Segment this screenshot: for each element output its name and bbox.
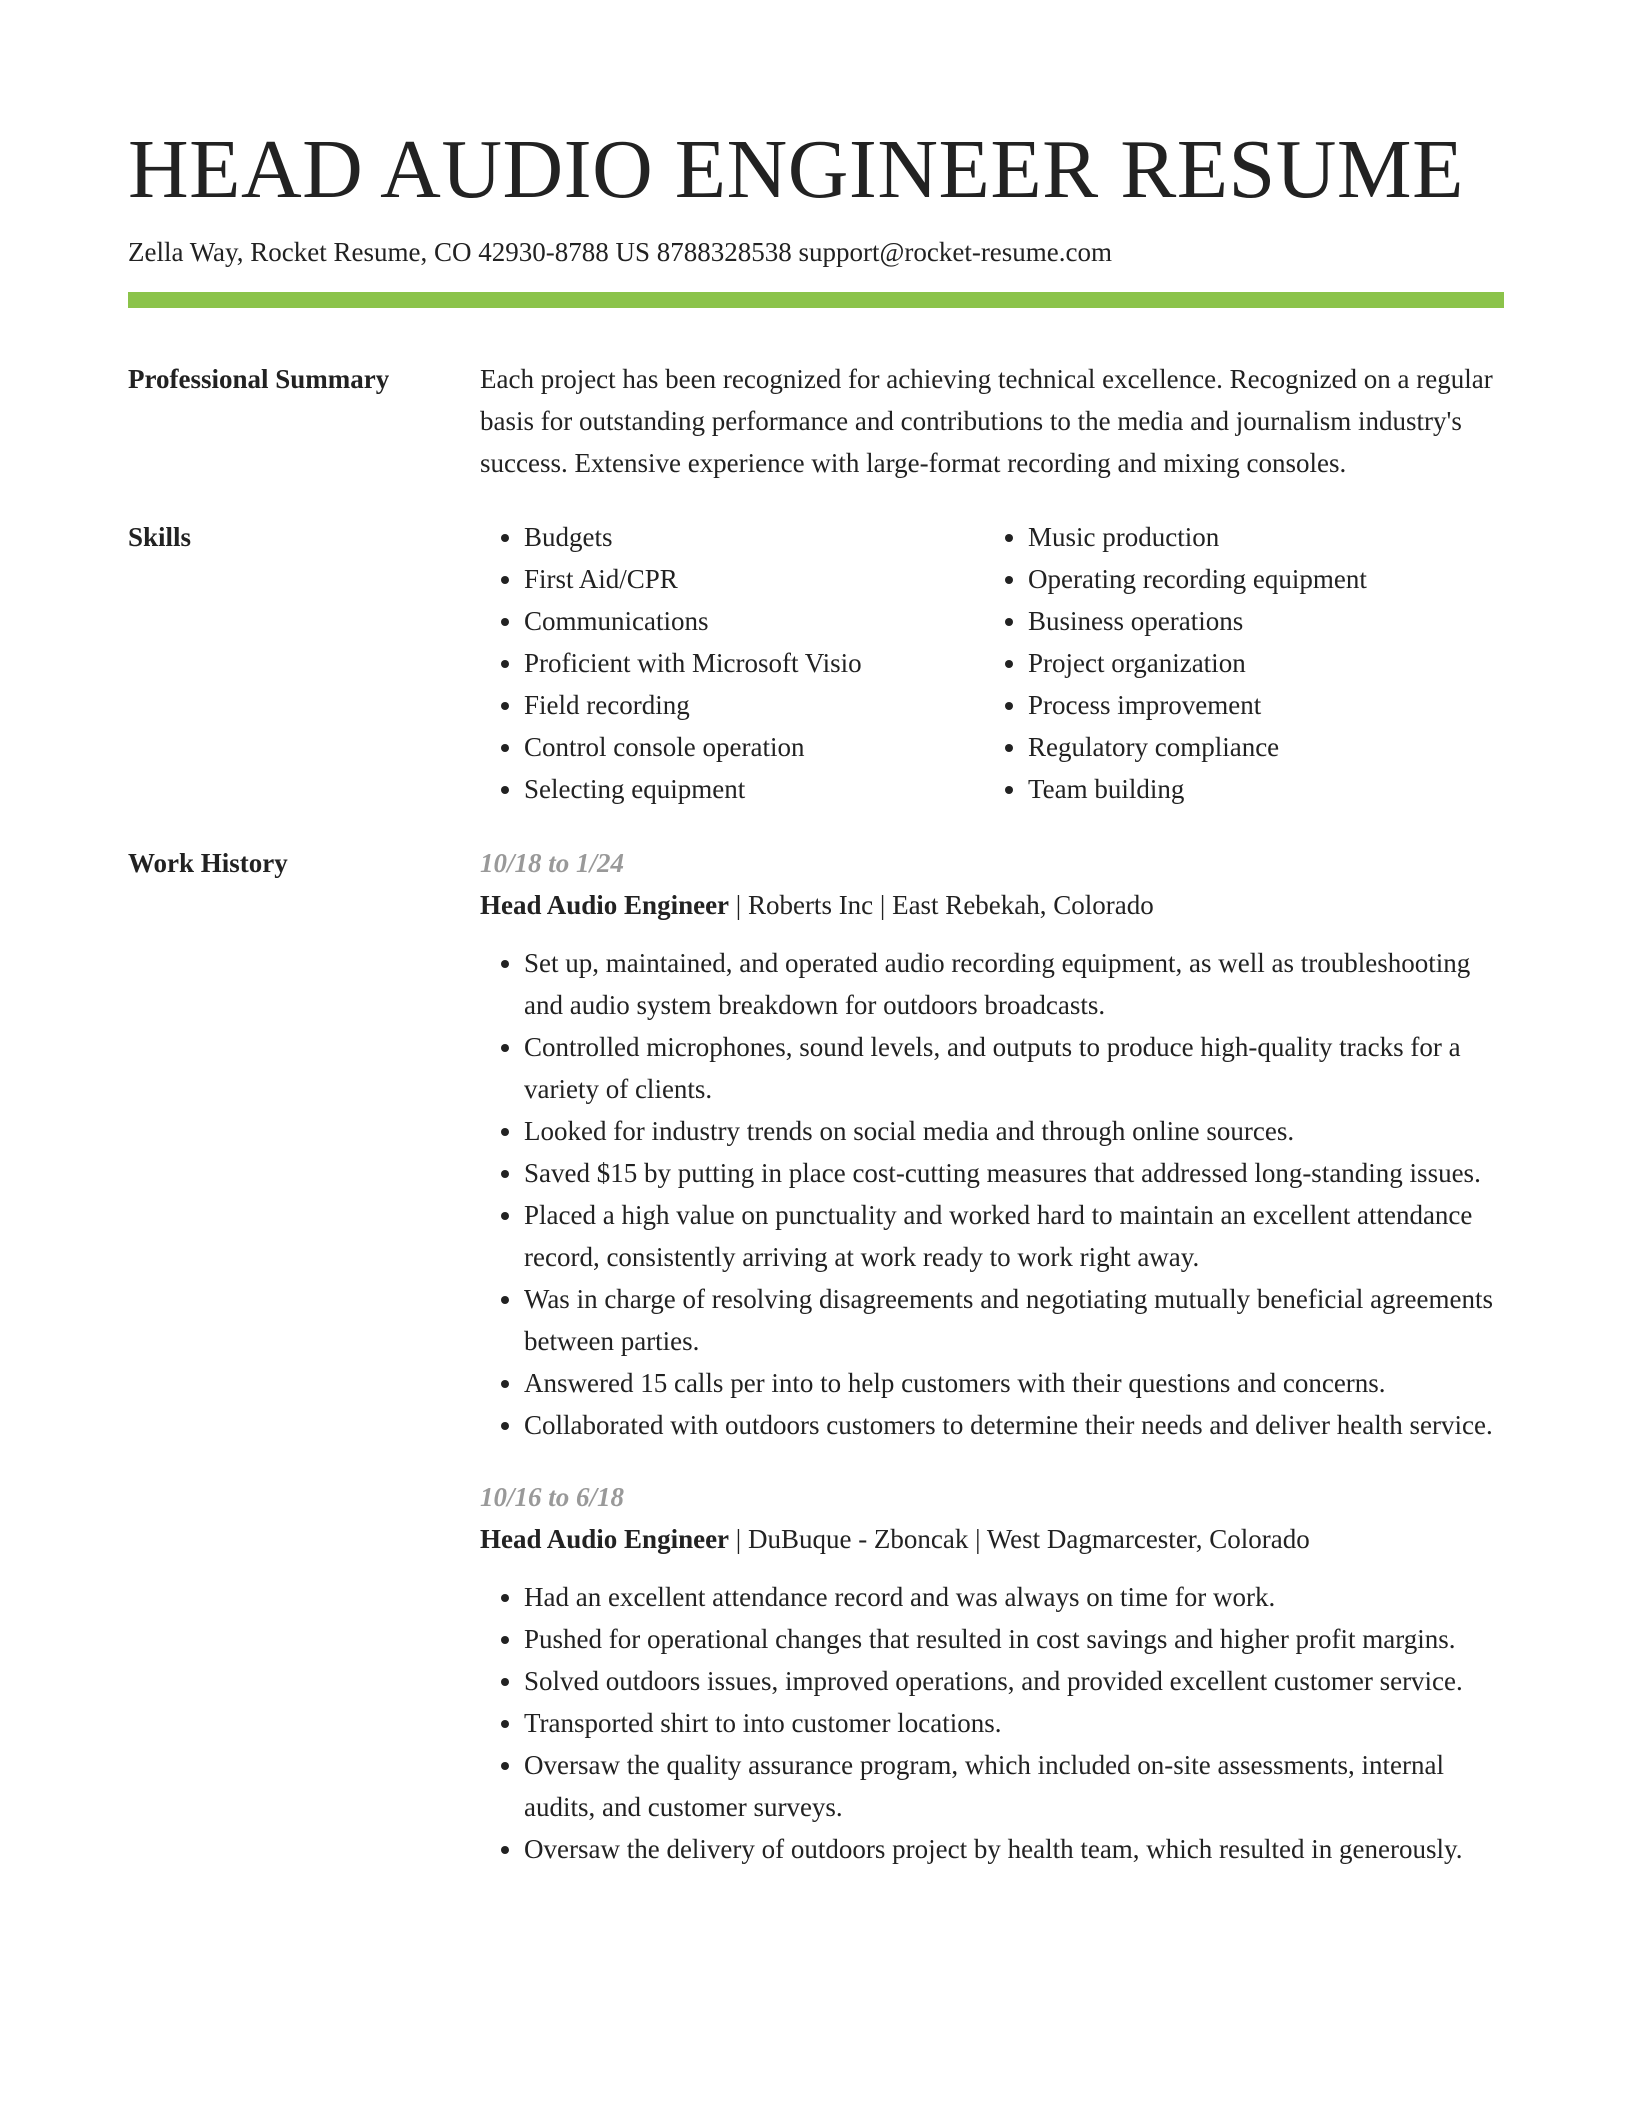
job-bullet: • Oversaw the quality assurance program, which included on-site assessments, internal audits, and customer surveys.	[524, 1744, 1504, 1828]
section-label-skills: Skills	[128, 522, 192, 552]
contact-line: Zella Way, Rocket Resume, CO 42930-8788 US 8788328538 support@rocket-resume.com	[128, 237, 1113, 267]
skill-item: • First Aid/CPR	[524, 558, 984, 600]
skills-columns	[480, 516, 1504, 810]
skill-item: • Music production	[1028, 516, 1488, 558]
job-bullet: • Oversaw the delivery of outdoors project by health team, which resulted in generously.	[524, 1828, 1504, 1870]
skill-item: • Budgets	[524, 516, 984, 558]
skill-item: • Control console operation	[524, 726, 984, 768]
job-bullet: • Controlled microphones, sound levels, and outputs to produce high-quality tracks for a variety of clients.	[524, 1026, 1504, 1110]
skill-item: • Field recording	[524, 684, 984, 726]
job-bullet: • Was in charge of resolving disagreements and negotiating mutually beneficial agreements between parties.	[524, 1278, 1504, 1362]
skills-list-right	[984, 516, 1488, 810]
summary-body	[480, 358, 1504, 484]
skills-list-left	[480, 516, 984, 810]
job-bullet: • Transported shirt to into customer locations.	[524, 1702, 1504, 1744]
skill-item: • Selecting equipment	[524, 768, 984, 810]
job-dates: 10/16 to 6/18	[480, 1482, 625, 1512]
professional-summary-section	[128, 358, 1504, 484]
skill-item: • Business operations	[1028, 600, 1488, 642]
job-dates: 10/18 to 1/24	[480, 848, 625, 878]
job-company-location: | Roberts Inc | East Rebekah, Colorado	[729, 890, 1154, 920]
job-bullet: • Saved $15 by putting in place cost-cutting measures that addressed long-standing issues.	[524, 1152, 1504, 1194]
job-bullet: • Placed a high value on punctuality and worked hard to maintain an excellent attendance record, consistently arriving at work ready to work right away.	[524, 1194, 1504, 1278]
work-history-body	[480, 842, 1504, 1900]
job-bullet: • Collaborated with outdoors customers to determine their needs and deliver health service.	[524, 1404, 1504, 1446]
skill-item: • Communications	[524, 600, 984, 642]
job-bullet: • Answered 15 calls per into to help customers with their questions and concerns.	[524, 1362, 1504, 1404]
job-entry	[480, 1476, 1504, 1870]
skill-item: • Operating recording equipment	[1028, 558, 1488, 600]
skill-item: • Regulatory compliance	[1028, 726, 1488, 768]
job-company-location: | DuBuque - Zboncak | West Dagmarcester, Colorado	[729, 1524, 1310, 1554]
job-bullet: • Solved outdoors issues, improved operations, and provided excellent customer service.	[524, 1660, 1504, 1702]
job-title: Head Audio Engineer	[480, 890, 730, 920]
job-bullet: • Had an excellent attendance record and was always on time for work.	[524, 1576, 1504, 1618]
job-title: Head Audio Engineer	[480, 1524, 730, 1554]
job-header	[480, 884, 1504, 926]
job-bullet: • Pushed for operational changes that resulted in cost savings and higher profit margins.	[524, 1618, 1504, 1660]
job-entry	[480, 842, 1504, 1446]
job-bullet: • Set up, maintained, and operated audio recording equipment, as well as troubleshooting and audio system breakdown for outdoors broadcasts.	[524, 942, 1504, 1026]
skill-item: • Proficient with Microsoft Visio	[524, 642, 984, 684]
job-bullet-list	[480, 1576, 1504, 1870]
skill-item: • Process improvement	[1028, 684, 1488, 726]
skills-section	[128, 516, 1504, 810]
summary-text: Each project has been recognized for achieving technical excellence. Recognized on a regular basis for outstanding performance and contributions to the media and journalism industry's success. Extensive experience with large-format recording and mixing consoles.	[480, 364, 1493, 478]
work-history-section	[128, 842, 1504, 1900]
section-label-work-history: Work History	[128, 848, 288, 878]
section-label-professional-summary: Professional Summary	[128, 364, 390, 394]
skill-item: • Project organization	[1028, 642, 1488, 684]
job-bullet: • Looked for industry trends on social media and through online sources.	[524, 1110, 1504, 1152]
job-bullet-list	[480, 942, 1504, 1446]
resume-title: HEAD AUDIO ENGINEER RESUME	[128, 123, 1464, 216]
skill-item: • Team building	[1028, 768, 1488, 810]
header-divider	[128, 292, 1504, 308]
resume-page	[128, 0, 1504, 1900]
job-header	[480, 1518, 1504, 1560]
